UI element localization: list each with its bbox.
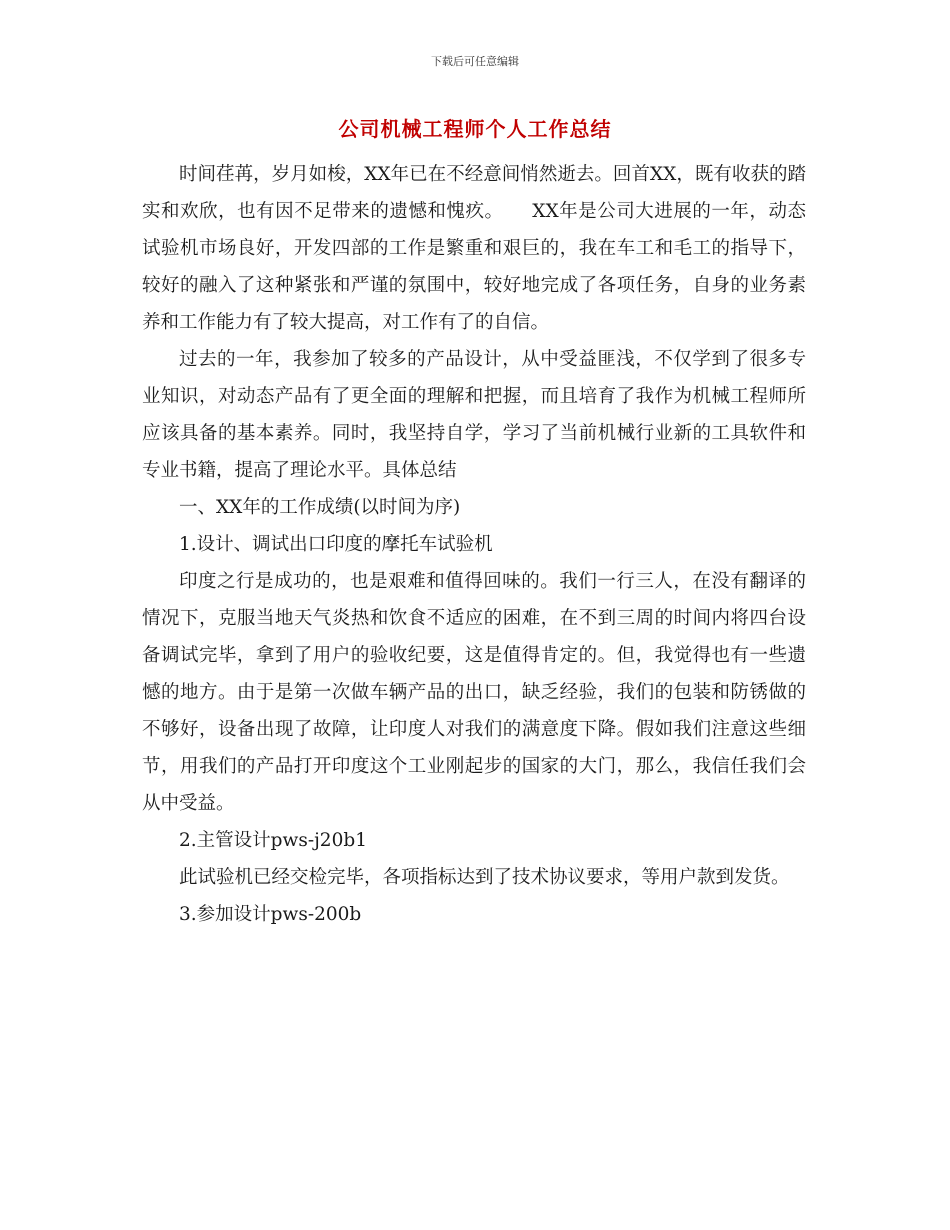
paragraph-past-year: 过去的一年，我参加了较多的产品设计，从中受益匪浅，不仅学到了很多专业知识，对动态产品有了更全面的理解和把握，而且培育了我作为机械工程师所应该具备的基本素养。同时，我坚持自学，学习了当前机械行业新的工具软件和专业书籍，提高了理论水平。具体总结 — [142, 349, 806, 481]
paragraph-intro: 时间荏苒，岁月如梭，XX年已在不经意间悄然逝去。回首XX，既有收获的踏实和欢欣，也有因不足带来的遗憾和愧疚。 XX年是公司大进展的一年，动态试验机市场良好，开发四部的工作是繁重和艰巨的，我在车工和毛工的指导下，较好的融入了这种紧张和严谨的氛围中，较好地完成了各项任务，自身的业务素养和工作能力有了较大提高，对工作有了的自信。 — [142, 164, 806, 333]
item-heading-2: 2.主管设计pws-j20b1 — [179, 830, 367, 851]
paragraph-india-trip: 印度之行是成功的，也是艰难和值得回味的。我们一行三人，在没有翻译的情况下，克服当地天气炎热和饮食不适应的困难，在不到三周的时间内将四台设备调试完毕，拿到了用户的验收纪要，这是值得肯定的。但，我觉得也有一些遗憾的地方。由于是第一次做车辆产品的出口，缺乏经验，我们的包装和防锈做的不够好，设备出现了故障，让印度人对我们的满意度下降。假如我们注意这些细节，用我们的产品打开印度这个工业刚起步的国家的大门，那么，我信任我们会从中受益。 — [142, 571, 806, 814]
document-title: 公司机械工程师个人工作总结 — [338, 117, 612, 141]
document-body — [142, 156, 806, 933]
paragraph-pws-j20b1: 此试验机已经交检完毕，各项指标达到了技术协议要求，等用户款到发货。 — [179, 867, 790, 888]
item-heading-1: 1.设计、调试出口印度的摩托车试验机 — [179, 534, 493, 555]
header-note: 下载后可任意编辑 — [431, 55, 519, 68]
item-heading-3: 3.参加设计pws-200b — [179, 904, 362, 925]
section-heading-achievements: 一、XX年的工作成绩(以时间为序) — [179, 497, 461, 518]
